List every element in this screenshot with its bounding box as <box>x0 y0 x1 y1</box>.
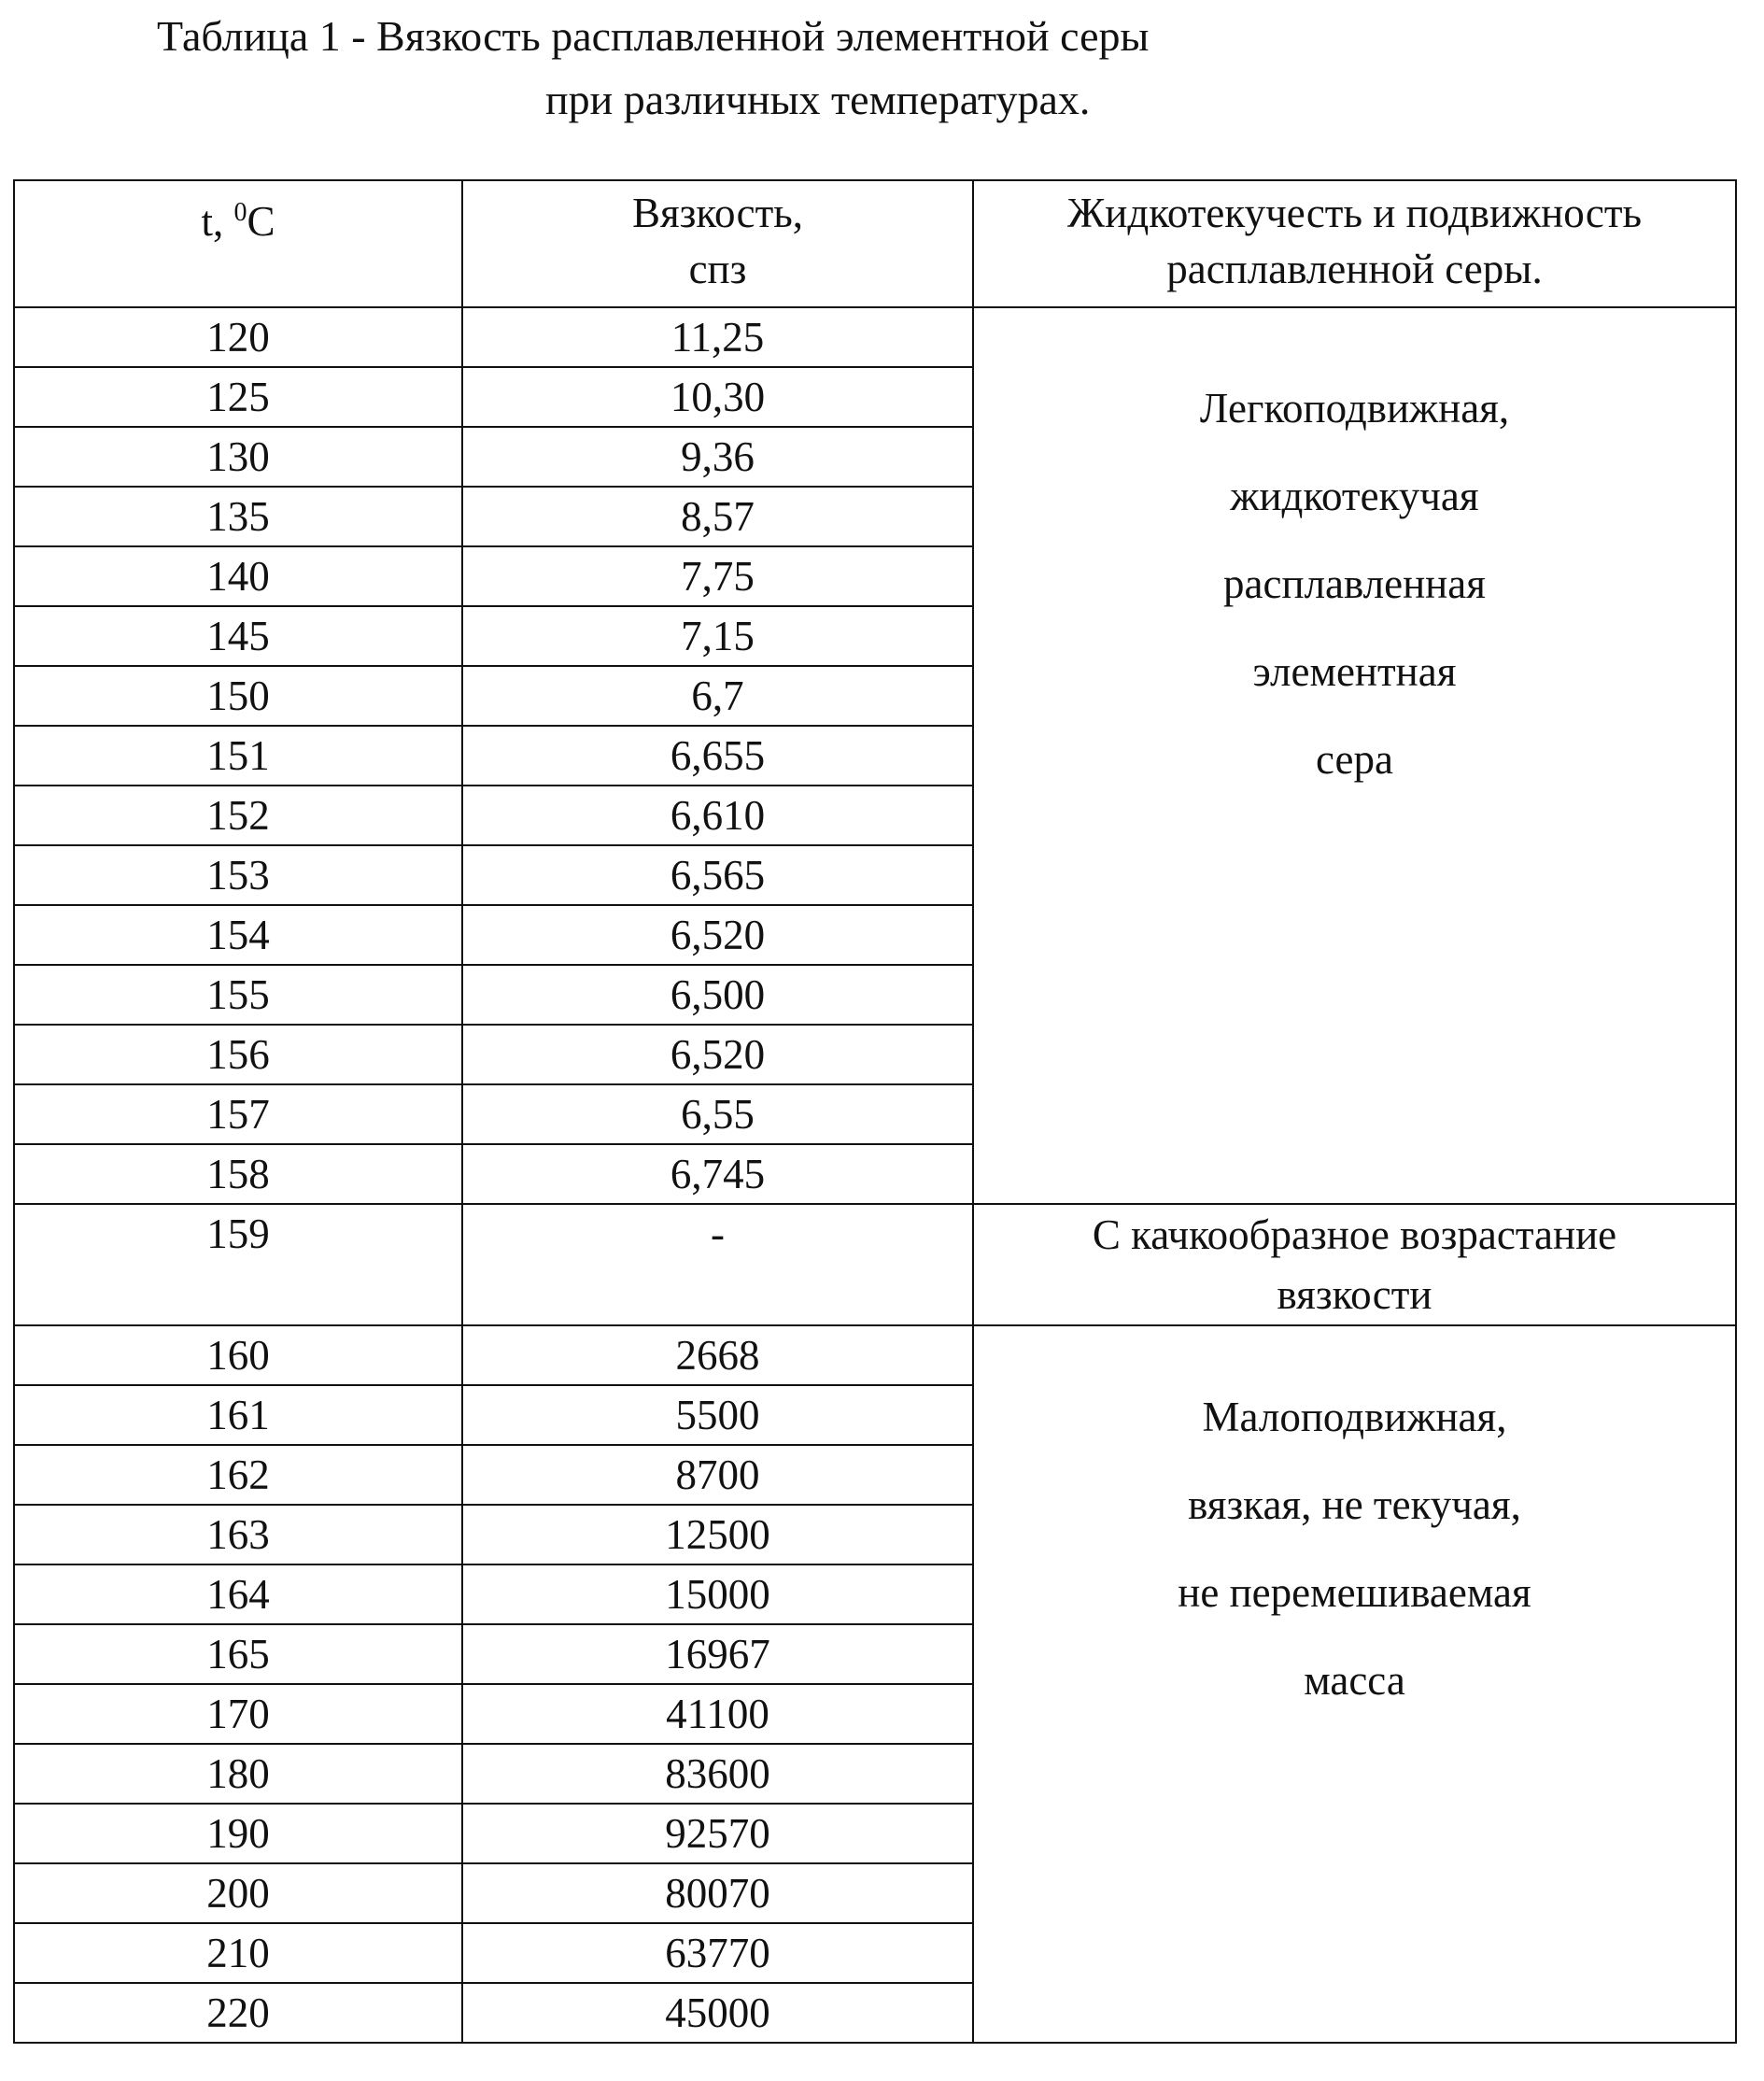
header-state <box>973 180 1736 307</box>
viscosity-cell: 63770 <box>462 1923 973 1983</box>
viscosity-cell: 15000 <box>462 1564 973 1624</box>
viscosity-cell: 6,520 <box>462 905 973 965</box>
table-body <box>14 307 1736 2043</box>
temperature-cell: 160 <box>14 1325 462 1385</box>
state-description-line: элементная <box>974 628 1735 715</box>
temperature-cell: 145 <box>14 606 462 666</box>
header-viscosity-line1: Вязкость, <box>463 185 972 241</box>
state-description-cell <box>973 1204 1736 1325</box>
temperature-cell: 190 <box>14 1804 462 1863</box>
state-description-line: С качкообразное возрастание <box>974 1205 1735 1265</box>
header-state-line2: расплавленной серы. <box>974 241 1735 297</box>
viscosity-cell: 6,745 <box>462 1144 973 1204</box>
viscosity-cell: 45000 <box>462 1983 973 2043</box>
state-description-line: жидкотекучая <box>974 452 1735 540</box>
viscosity-cell: 6,55 <box>462 1084 973 1144</box>
viscosity-cell: 92570 <box>462 1804 973 1863</box>
viscosity-cell: 41100 <box>462 1684 973 1744</box>
viscosity-cell: 8,57 <box>462 487 973 546</box>
viscosity-cell: 8700 <box>462 1445 973 1505</box>
temperature-cell: 153 <box>14 845 462 905</box>
temperature-cell: 120 <box>14 307 462 367</box>
temperature-cell: 155 <box>14 965 462 1025</box>
state-description-line: вязкости <box>974 1265 1735 1324</box>
temperature-cell: 180 <box>14 1744 462 1804</box>
header-state-line1: Жидкотекучесть и подвижность <box>974 185 1735 241</box>
state-description-line: Малоподвижная, <box>974 1373 1735 1461</box>
temperature-cell: 164 <box>14 1564 462 1624</box>
temperature-cell: 125 <box>14 367 462 427</box>
header-temperature <box>14 180 462 307</box>
header-temp-sup: 0 <box>234 198 247 227</box>
temperature-cell: 163 <box>14 1505 462 1564</box>
temperature-cell: 161 <box>14 1385 462 1445</box>
state-description-cell <box>973 1325 1736 2043</box>
state-description-line: Легкоподвижная, <box>974 364 1735 452</box>
header-viscosity <box>462 180 973 307</box>
header-temp-unit: C <box>247 198 275 245</box>
viscosity-cell: 7,75 <box>462 546 973 606</box>
temperature-cell: 156 <box>14 1025 462 1084</box>
temperature-cell: 152 <box>14 786 462 845</box>
temperature-cell: 154 <box>14 905 462 965</box>
temperature-cell: 140 <box>14 546 462 606</box>
header-temp-label: t, <box>201 198 233 245</box>
viscosity-cell: 6,610 <box>462 786 973 845</box>
table-row <box>14 307 1736 367</box>
state-description-cell <box>973 307 1736 1204</box>
temperature-cell: 151 <box>14 726 462 786</box>
viscosity-cell: 2668 <box>462 1325 973 1385</box>
viscosity-table <box>13 179 1737 2044</box>
state-description-line: масса <box>974 1636 1735 1724</box>
table-title-line2: при различных температурах. <box>545 75 1090 124</box>
viscosity-cell: 6,520 <box>462 1025 973 1084</box>
state-description-line: вязкая, не текучая, <box>974 1461 1735 1549</box>
viscosity-cell: 16967 <box>462 1624 973 1684</box>
temperature-cell: 159 <box>14 1204 462 1325</box>
state-description-line: не перемешиваемая <box>974 1549 1735 1636</box>
table-row <box>14 1204 1736 1325</box>
viscosity-cell: 6,500 <box>462 965 973 1025</box>
temperature-cell: 220 <box>14 1983 462 2043</box>
temperature-cell: 162 <box>14 1445 462 1505</box>
temperature-cell: 135 <box>14 487 462 546</box>
viscosity-cell: 10,30 <box>462 367 973 427</box>
viscosity-cell: 80070 <box>462 1863 973 1923</box>
state-description-line: сера <box>974 715 1735 803</box>
viscosity-cell: 6,655 <box>462 726 973 786</box>
viscosity-cell: 5500 <box>462 1385 973 1445</box>
state-description-line: расплавленная <box>974 540 1735 628</box>
temperature-cell: 157 <box>14 1084 462 1144</box>
temperature-cell: 158 <box>14 1144 462 1204</box>
temperature-cell: 210 <box>14 1923 462 1983</box>
viscosity-cell: 11,25 <box>462 307 973 367</box>
viscosity-cell: 83600 <box>462 1744 973 1804</box>
viscosity-cell: - <box>462 1204 973 1325</box>
table-title-line1: Таблица 1 - Вязкость расплавленной элементной серы <box>157 11 1149 61</box>
header-viscosity-line2: спз <box>463 241 972 297</box>
temperature-cell: 200 <box>14 1863 462 1923</box>
viscosity-cell: 6,7 <box>462 666 973 726</box>
temperature-cell: 170 <box>14 1684 462 1744</box>
temperature-cell: 130 <box>14 427 462 487</box>
viscosity-cell: 12500 <box>462 1505 973 1564</box>
temperature-cell: 165 <box>14 1624 462 1684</box>
table-row <box>14 1325 1736 1385</box>
temperature-cell: 150 <box>14 666 462 726</box>
header-row <box>14 180 1736 307</box>
viscosity-cell: 9,36 <box>462 427 973 487</box>
viscosity-cell: 7,15 <box>462 606 973 666</box>
viscosity-cell: 6,565 <box>462 845 973 905</box>
